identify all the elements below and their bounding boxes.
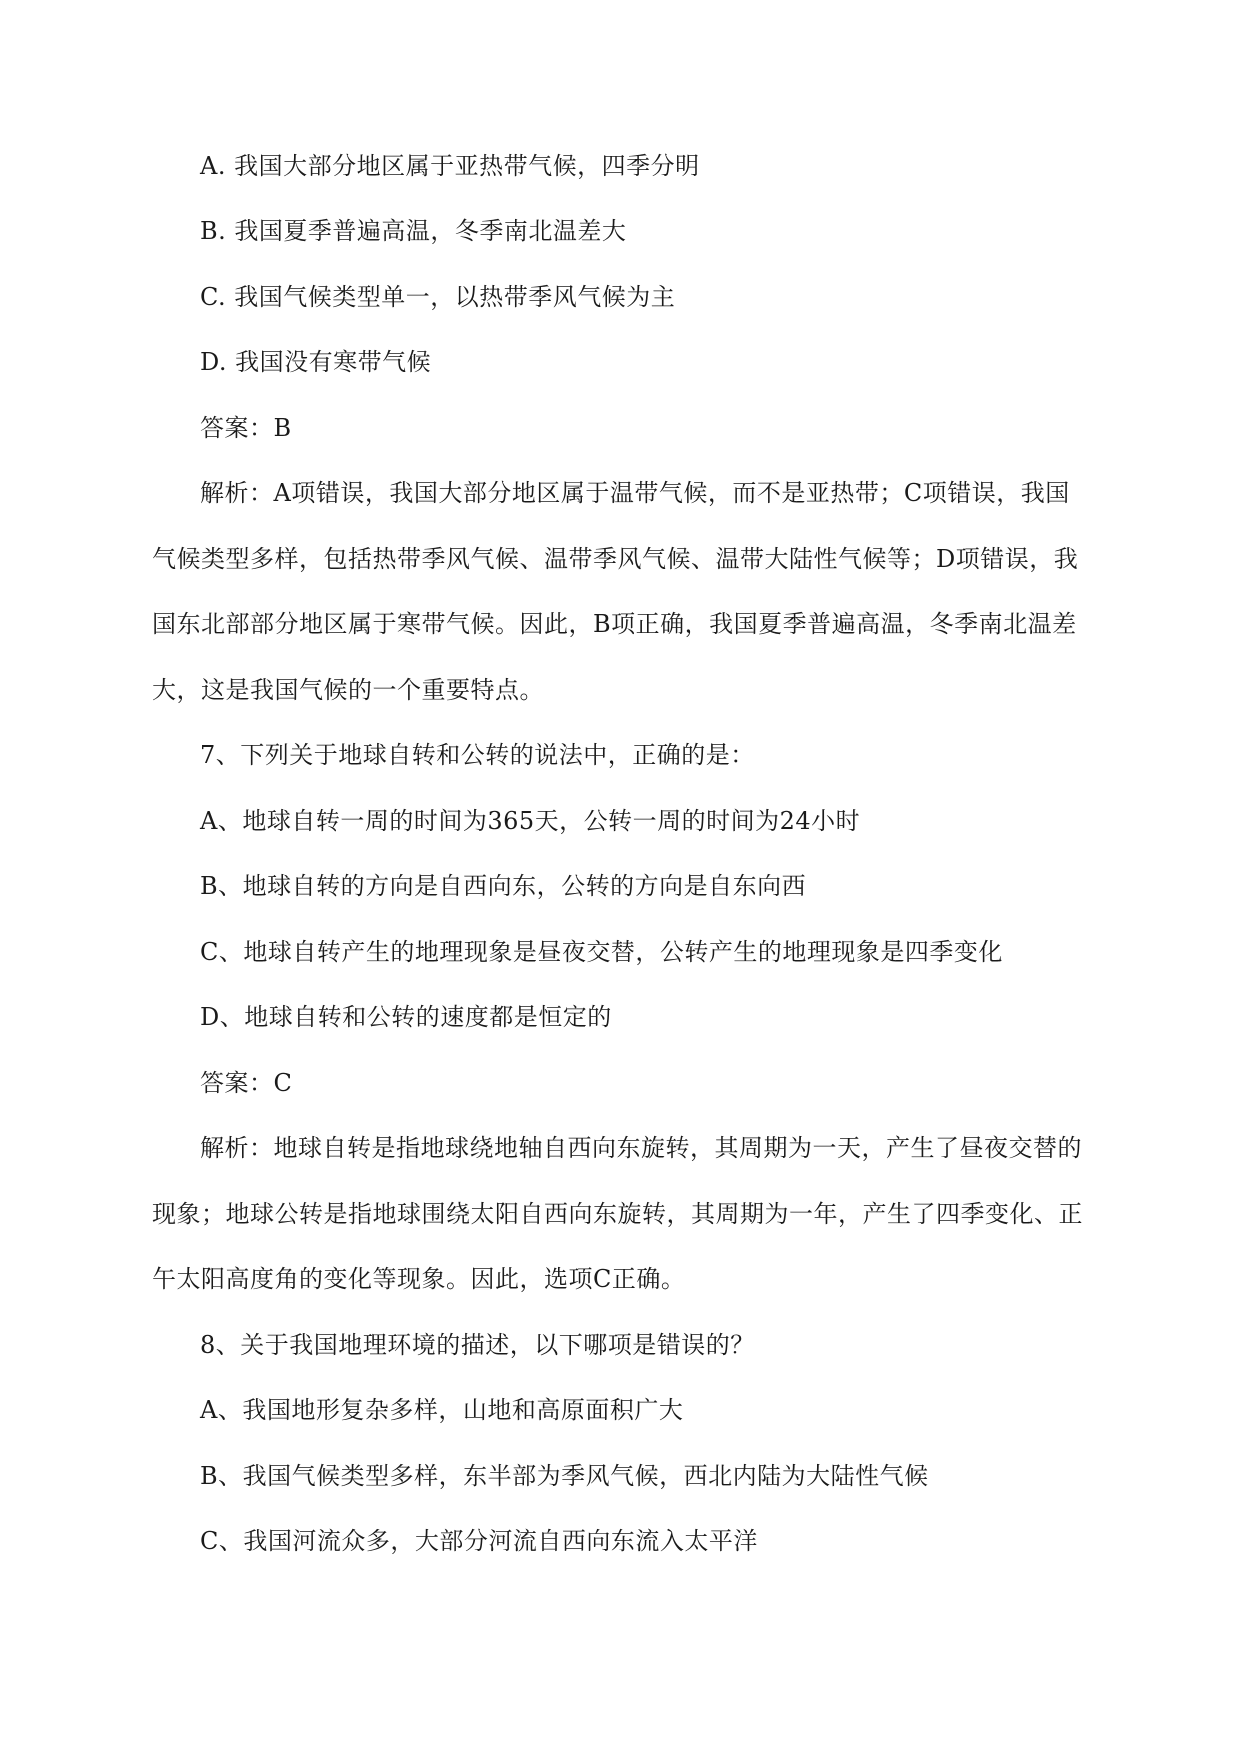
q7-answer: 答案：C — [200, 1069, 293, 1097]
q8-option-b: B、我国气候类型多样，东半部为季风气候，西北内陆为大陆性气候 — [200, 1462, 929, 1490]
q6-explanation-line: 国东北部部分地区属于寒带气候。因此，B项正确，我国夏季普遍高温，冬季南北温差 — [152, 610, 1077, 638]
q7-question: 7、下列关于地球自转和公转的说法中，正确的是： — [200, 741, 755, 769]
q6-answer: 答案：B — [200, 414, 292, 442]
q6-option-d: D. 我国没有寒带气候 — [200, 348, 432, 376]
q8-question: 8、关于我国地理环境的描述，以下哪项是错误的？ — [200, 1331, 755, 1359]
q7-explanation-line: 解析：地球自转是指地球绕地轴自西向东旋转，其周期为一天，产生了昼夜交替的 — [200, 1134, 1082, 1162]
q7-option-a: A、地球自转一周的时间为365天，公转一周的时间为24小时 — [200, 807, 861, 835]
q6-explanation-line: 解析：A项错误，我国大部分地区属于温带气候，而不是亚热带；C项错误，我国 — [200, 479, 1070, 507]
q6-explanation-line: 大，这是我国气候的一个重要特点。 — [152, 676, 544, 704]
q7-option-d: D、地球自转和公转的速度都是恒定的 — [200, 1003, 612, 1031]
q8-option-a: A、我国地形复杂多样，山地和高原面积广大 — [200, 1396, 684, 1424]
q7-explanation-line: 午太阳高度角的变化等现象。因此，选项C正确。 — [152, 1265, 686, 1293]
q6-explanation-line: 气候类型多样，包括热带季风气候、温带季风气候、温带大陆性气候等；D项错误，我 — [152, 545, 1079, 573]
q6-option-a: A. 我国大部分地区属于亚热带气候，四季分明 — [200, 152, 700, 180]
q7-option-b: B、地球自转的方向是自西向东，公转的方向是自东向西 — [200, 872, 807, 900]
q6-option-b: B. 我国夏季普遍高温，冬季南北温差大 — [200, 217, 627, 245]
q7-option-c: C、地球自转产生的地理现象是昼夜交替，公转产生的地理现象是四季变化 — [200, 938, 1003, 966]
q7-explanation-line: 现象；地球公转是指地球围绕太阳自西向东旋转，其周期为一年，产生了四季变化、正 — [152, 1200, 1083, 1228]
q8-option-c: C、我国河流众多，大部分河流自西向东流入太平洋 — [200, 1527, 758, 1555]
q6-option-c: C. 我国气候类型单一，以热带季风气候为主 — [200, 283, 676, 311]
